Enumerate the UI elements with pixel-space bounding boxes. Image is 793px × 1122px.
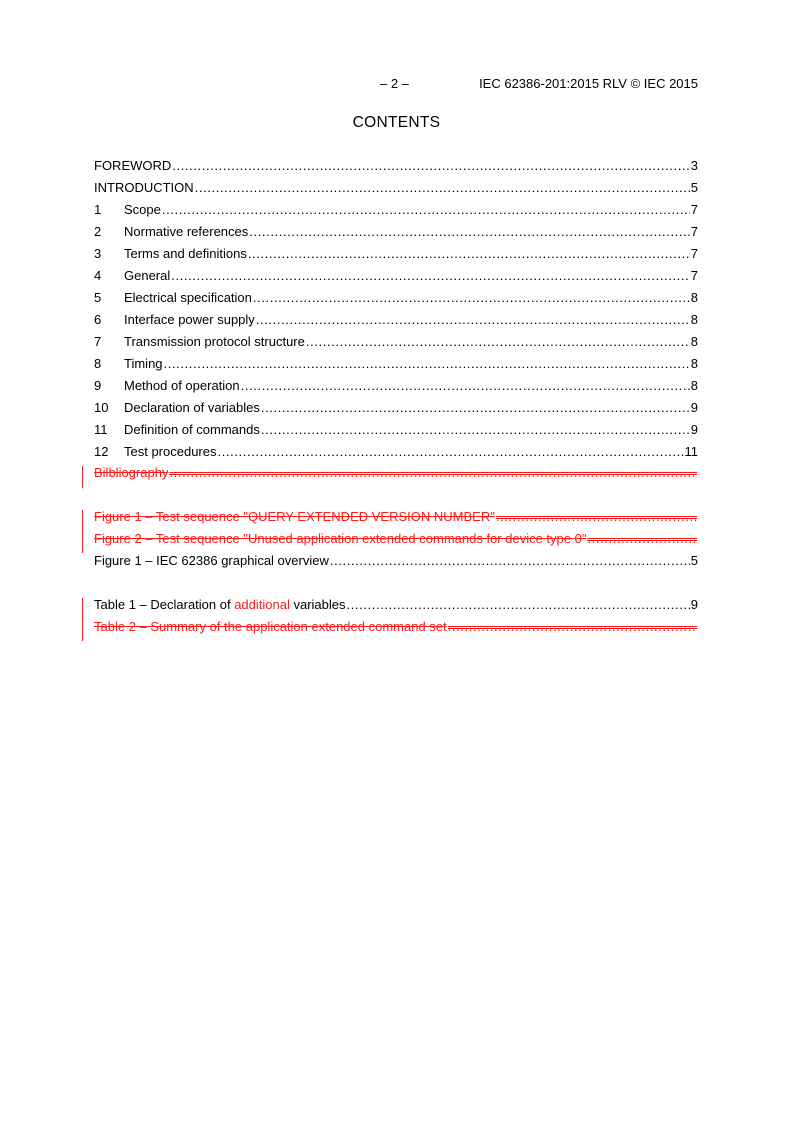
document-reference: IEC 62386-201:2015 RLV © IEC 2015 xyxy=(479,76,698,91)
entry-number: 3 xyxy=(94,246,102,261)
entry-number: 8 xyxy=(94,356,102,371)
title-text: variables xyxy=(289,597,346,612)
entry-title: Scope xyxy=(124,202,161,217)
toc-entry[interactable] xyxy=(94,444,698,460)
dot-leader xyxy=(218,444,684,459)
dot-leader xyxy=(249,224,689,239)
entry-page: 5 xyxy=(690,553,698,568)
entry-number: 9 xyxy=(94,378,102,393)
toc-entry-figure-deleted[interactable] xyxy=(94,509,698,525)
page-number: – 2 – xyxy=(380,76,409,91)
toc-entry[interactable] xyxy=(94,268,698,284)
dot-leader xyxy=(496,509,697,524)
toc-entry[interactable] xyxy=(94,202,698,218)
entry-title: Interface power supply xyxy=(124,312,255,327)
entry-title: Bilbliography xyxy=(94,465,169,480)
dot-leader xyxy=(587,531,697,546)
dot-leader xyxy=(241,378,690,393)
dot-leader xyxy=(330,553,690,568)
toc-entry[interactable] xyxy=(94,158,698,174)
entry-page: 5 xyxy=(690,180,698,195)
entry-page: 7 xyxy=(690,246,698,261)
entry-title: Declaration of variables xyxy=(124,400,260,415)
entry-number: 1 xyxy=(94,202,102,217)
entry-number: 11 xyxy=(94,422,108,437)
toc-entry[interactable] xyxy=(94,400,698,416)
entry-title: FOREWORD xyxy=(94,158,172,173)
entry-number: 6 xyxy=(94,312,102,327)
dot-leader xyxy=(171,268,690,283)
entry-title: Figure 1 – IEC 62386 graphical overview xyxy=(94,553,329,568)
toc-entry[interactable] xyxy=(94,246,698,262)
toc-entry-figure[interactable] xyxy=(94,553,698,569)
toc-entry[interactable] xyxy=(94,422,698,438)
dot-leader xyxy=(164,356,690,371)
entry-title: Electrical specification xyxy=(124,290,252,305)
entry-title: Method of operation xyxy=(124,378,240,393)
toc-entry[interactable] xyxy=(94,180,698,196)
entry-title xyxy=(94,597,346,612)
entry-title: Table 2 – Summary of the application extended command set xyxy=(94,619,447,634)
toc-entry-figure-deleted[interactable] xyxy=(94,531,698,547)
entry-page: 3 xyxy=(690,158,698,173)
toc-entry[interactable] xyxy=(94,290,698,306)
change-bar xyxy=(82,466,83,488)
dot-leader xyxy=(306,334,690,349)
entry-number: 2 xyxy=(94,224,102,239)
title-text: Table 1 – Declaration of xyxy=(94,597,235,612)
toc-entry-table-deleted[interactable] xyxy=(94,619,698,635)
entry-page: 8 xyxy=(690,356,698,371)
dot-leader xyxy=(256,312,690,327)
entry-page: 8 xyxy=(690,334,698,349)
entry-title: Terms and definitions xyxy=(124,246,247,261)
dot-leader xyxy=(448,619,697,634)
toc-entry[interactable] xyxy=(94,356,698,372)
entry-number: 10 xyxy=(94,400,109,415)
inserted-text: additional xyxy=(234,597,290,612)
entry-page: 9 xyxy=(690,597,698,612)
entry-title: Transmission protocol structure xyxy=(124,334,305,349)
dot-leader xyxy=(261,422,690,437)
dot-leader xyxy=(169,465,697,480)
dot-leader xyxy=(248,246,690,261)
entry-title: Figure 1 – Test sequence "QUERY EXTENDED VERSION NUMBER" xyxy=(94,509,495,524)
toc-entry[interactable] xyxy=(94,378,698,394)
change-bar xyxy=(82,598,83,641)
entry-number: 7 xyxy=(94,334,102,349)
dot-leader xyxy=(261,400,690,415)
dot-leader xyxy=(172,158,689,173)
entry-page: 9 xyxy=(690,422,698,437)
entry-title: General xyxy=(124,268,171,283)
entry-title: INTRODUCTION xyxy=(94,180,194,195)
dot-leader xyxy=(347,597,690,612)
change-bar xyxy=(82,510,83,553)
entry-page: 8 xyxy=(690,290,698,305)
dot-leader xyxy=(195,180,690,195)
entry-page: 8 xyxy=(690,378,698,393)
contents-title: CONTENTS xyxy=(352,114,441,131)
toc-entry-bibliography-deleted[interactable] xyxy=(94,465,698,481)
toc-entry[interactable] xyxy=(94,312,698,328)
entry-title: Test procedures xyxy=(124,444,217,459)
entry-page: 7 xyxy=(690,224,698,239)
entry-number: 5 xyxy=(94,290,102,305)
entry-page: 9 xyxy=(690,400,698,415)
dot-leader xyxy=(162,202,690,217)
entry-number: 12 xyxy=(94,444,109,459)
entry-title: Figure 2 – Test sequence "Unused application extended commands for device type 0" xyxy=(94,531,587,546)
toc-entry[interactable] xyxy=(94,334,698,350)
entry-page: 8 xyxy=(690,312,698,327)
entry-page: 11 xyxy=(684,444,698,459)
entry-title: Definition of commands xyxy=(124,422,260,437)
entry-page: 7 xyxy=(690,202,698,217)
entry-number: 4 xyxy=(94,268,102,283)
entry-page: 7 xyxy=(690,268,698,283)
entry-title: Normative references xyxy=(124,224,249,239)
dot-leader xyxy=(253,290,690,305)
toc-entry-table[interactable] xyxy=(94,597,698,613)
toc-entry[interactable] xyxy=(94,224,698,240)
entry-title: Timing xyxy=(124,356,163,371)
